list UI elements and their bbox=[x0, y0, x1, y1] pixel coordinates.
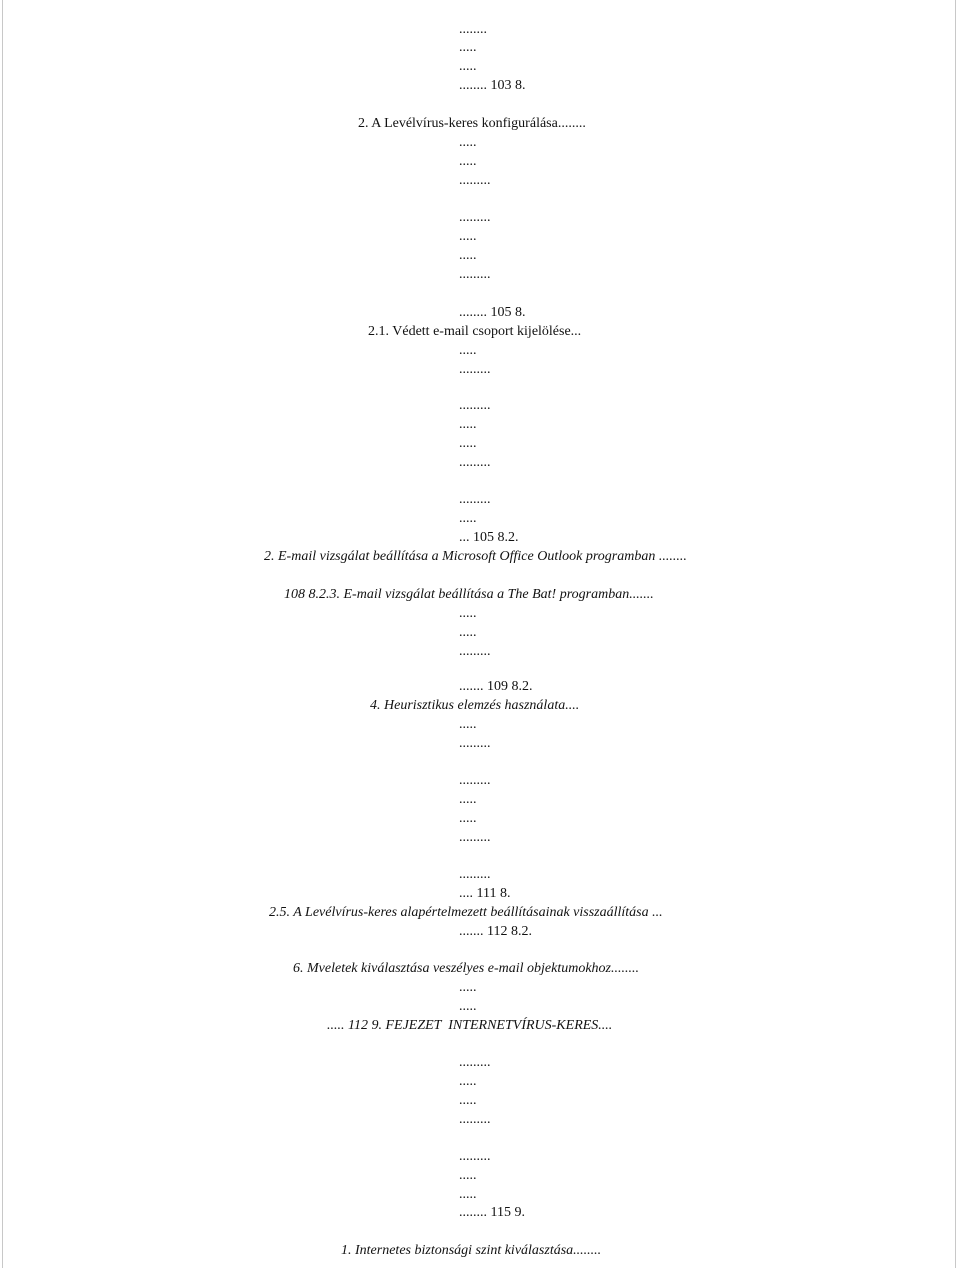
toc-line: ......... bbox=[459, 644, 491, 659]
toc-line: ......... bbox=[459, 455, 491, 470]
toc-line: ....... 109 8.2. bbox=[459, 679, 533, 694]
toc-line: ..... bbox=[459, 980, 477, 995]
toc-line: ..... bbox=[459, 1093, 477, 1108]
toc-line: ..... bbox=[459, 792, 477, 807]
toc-line: 108 8.2.3. E-mail vizsgálat beállítása a The Bat! programban....... bbox=[284, 587, 654, 602]
toc-line: 2.5. A Levélvírus-keres alapértelmezett beállításainak visszaállítása ... bbox=[269, 905, 663, 920]
toc-line: ..... bbox=[459, 811, 477, 826]
toc-line: ..... bbox=[459, 135, 477, 150]
toc-line: ..... bbox=[459, 229, 477, 244]
page-border bbox=[2, 0, 956, 1268]
toc-line: 2. A Levélvírus-keres konfigurálása........ bbox=[358, 116, 586, 131]
toc-line: ..... 112 9. FEJEZET INTERNETVÍRUS-KERES.... bbox=[327, 1018, 613, 1033]
toc-line: ......... bbox=[459, 362, 491, 377]
toc-line: ......... bbox=[459, 830, 491, 845]
toc-line: 1. Internetes biztonsági szint kiválasztása........ bbox=[341, 1243, 602, 1258]
toc-line: 6. Mveletek kiválasztása veszélyes e-mail objektumokhoz........ bbox=[293, 961, 640, 976]
toc-line: ......... bbox=[459, 1055, 491, 1070]
toc-line: 2. E-mail vizsgálat beállítása a Microsoft Office Outlook programban ........ bbox=[264, 549, 687, 564]
toc-line: ......... bbox=[459, 867, 491, 882]
toc-line: 4. Heurisztikus elemzés használata.... bbox=[370, 698, 580, 713]
toc-line: ..... bbox=[459, 511, 477, 526]
toc-line: ..... bbox=[459, 154, 477, 169]
toc-line: ....... 112 8.2. bbox=[459, 924, 532, 939]
toc-line: ......... bbox=[459, 210, 491, 225]
toc-line: ..... bbox=[459, 417, 477, 432]
toc-line: ........ 103 8. bbox=[459, 78, 526, 93]
toc-line: ..... bbox=[459, 717, 477, 732]
toc-line: ........ bbox=[459, 22, 487, 37]
toc-line: ..... bbox=[459, 1187, 477, 1202]
toc-line: ..... bbox=[459, 40, 477, 55]
toc-line: 2.1. Védett e-mail csoport kijelölése... bbox=[368, 324, 582, 339]
toc-line: ..... bbox=[459, 606, 477, 621]
toc-line: ......... bbox=[459, 267, 491, 282]
toc-line: ..... bbox=[459, 1074, 477, 1089]
toc-line: ......... bbox=[459, 398, 491, 413]
toc-line: .... 111 8. bbox=[459, 886, 511, 901]
toc-line: ..... bbox=[459, 999, 477, 1014]
toc-line: ..... bbox=[459, 436, 477, 451]
toc-line: ... 105 8.2. bbox=[459, 530, 519, 545]
toc-line: ........ 115 9. bbox=[459, 1205, 525, 1220]
toc-line: ......... bbox=[459, 173, 491, 188]
toc-line: ......... bbox=[459, 1112, 491, 1127]
toc-line: ......... bbox=[459, 736, 491, 751]
toc-line: ..... bbox=[459, 59, 477, 74]
toc-line: ......... bbox=[459, 1149, 491, 1164]
toc-line: ..... bbox=[459, 625, 477, 640]
toc-line: ......... bbox=[459, 773, 491, 788]
toc-line: ........ 105 8. bbox=[459, 305, 526, 320]
toc-line: ..... bbox=[459, 1168, 477, 1183]
toc-line: ..... bbox=[459, 343, 477, 358]
toc-line: ..... bbox=[459, 248, 477, 263]
toc-line: ......... bbox=[459, 492, 491, 507]
